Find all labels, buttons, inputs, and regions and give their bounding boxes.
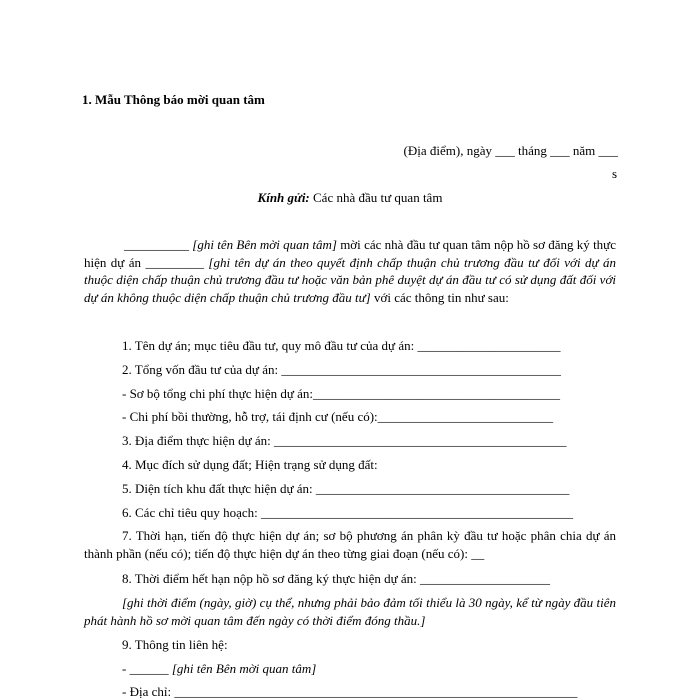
greeting-line [0,190,700,206]
list-item-deadline: 8. Thời điểm hết hạn nộp hồ sơ đăng ký thực hiện dự án: ____________________ [122,571,551,586]
contact-address-line: - Địa chỉ: ______________________________________________________________ [122,684,578,699]
list-item: 4. Mục đích sử dụng đất; Hiện trạng sử dụng đất: [122,457,378,472]
contact-blank: - ______ [122,661,169,676]
deadline-note [84,594,616,630]
intro-blank-inviter: __________ [124,237,189,252]
timeline-text: 7. Thời hạn, tiến độ thực hiện dự án; sơ bộ phương án phân kỳ đầu tư hoặc phân chia dự án thành phần (nếu có); tiến độ thực hiện dự án theo từng giai đoạn (nếu có): __ [84,528,616,561]
list-item-contact: 9. Thông tin liên hệ: [122,637,228,652]
place-date-line: (Địa điểm), ngày ___ tháng ___ năm ___ [403,143,618,158]
list-item: 1. Tên dự án; mục tiêu đầu tư, quy mô đầu tư của dự án: ______________________ [122,338,561,353]
list-item: 5. Diện tích khu đất thực hiện dự án: _______________________________________ [122,481,570,496]
greeting-label: Kính gửi: [257,190,310,205]
intro-paragraph [84,236,616,306]
document-heading: 1. Mẫu Thông báo mời quan tâm [82,92,265,107]
list-item: - Chi phí bồi thường, hỗ trợ, tái định cư (nếu có):___________________________ [122,409,554,424]
list-item: 2. Tổng vốn đầu tư của dự án: ___________________________________________ [122,362,561,377]
greeting-recipients: Các nhà đầu tư quan tâm [309,190,443,205]
intro-note-inviter: [ghi tên Bên mời quan tâm] [189,237,337,252]
contact-name-line [122,661,316,677]
list-item: 3. Địa điểm thực hiện dự án: _____________________________________________ [122,433,567,448]
list-item-timeline [84,527,616,563]
list-item: 6. Các chỉ tiêu quy hoạch: ________________________________________________ [122,505,573,520]
contact-note: [ghi tên Bên mời quan tâm] [168,661,317,676]
intro-note-project: [ghi tên dự án theo quyết định chấp thuận chủ trương đầu tư đối với dự án thuộc diện chấp thuận chủ trương đầu tư hoặc văn bản phê duyệt dự án đầu tư có sử dụng đất đối với dự án không thuộc diện chấp thuận chủ trương đầu tư] [84,254,616,305]
deadline-note-text: [ghi thời điểm (ngày, giờ) cụ thể, nhưng phải bảo đảm tối thiểu là 30 ngày, kể từ ngày đầu tiên phát hành hồ sơ mời quan tâm đến ngày có thời điểm đóng thầu.] [84,595,616,628]
stray-character: s [612,166,618,181]
intro-text-end: với các thông tin như sau: [370,289,509,305]
intro-blank-project: _________ [145,254,204,270]
intro-text: mời các nhà đầu tư quan tâm nộp hồ sơ đăng ký thực hiện dự án [84,237,616,270]
list-item: - Sơ bộ tổng chi phí thực hiện dự án:______________________________________ [122,386,561,401]
